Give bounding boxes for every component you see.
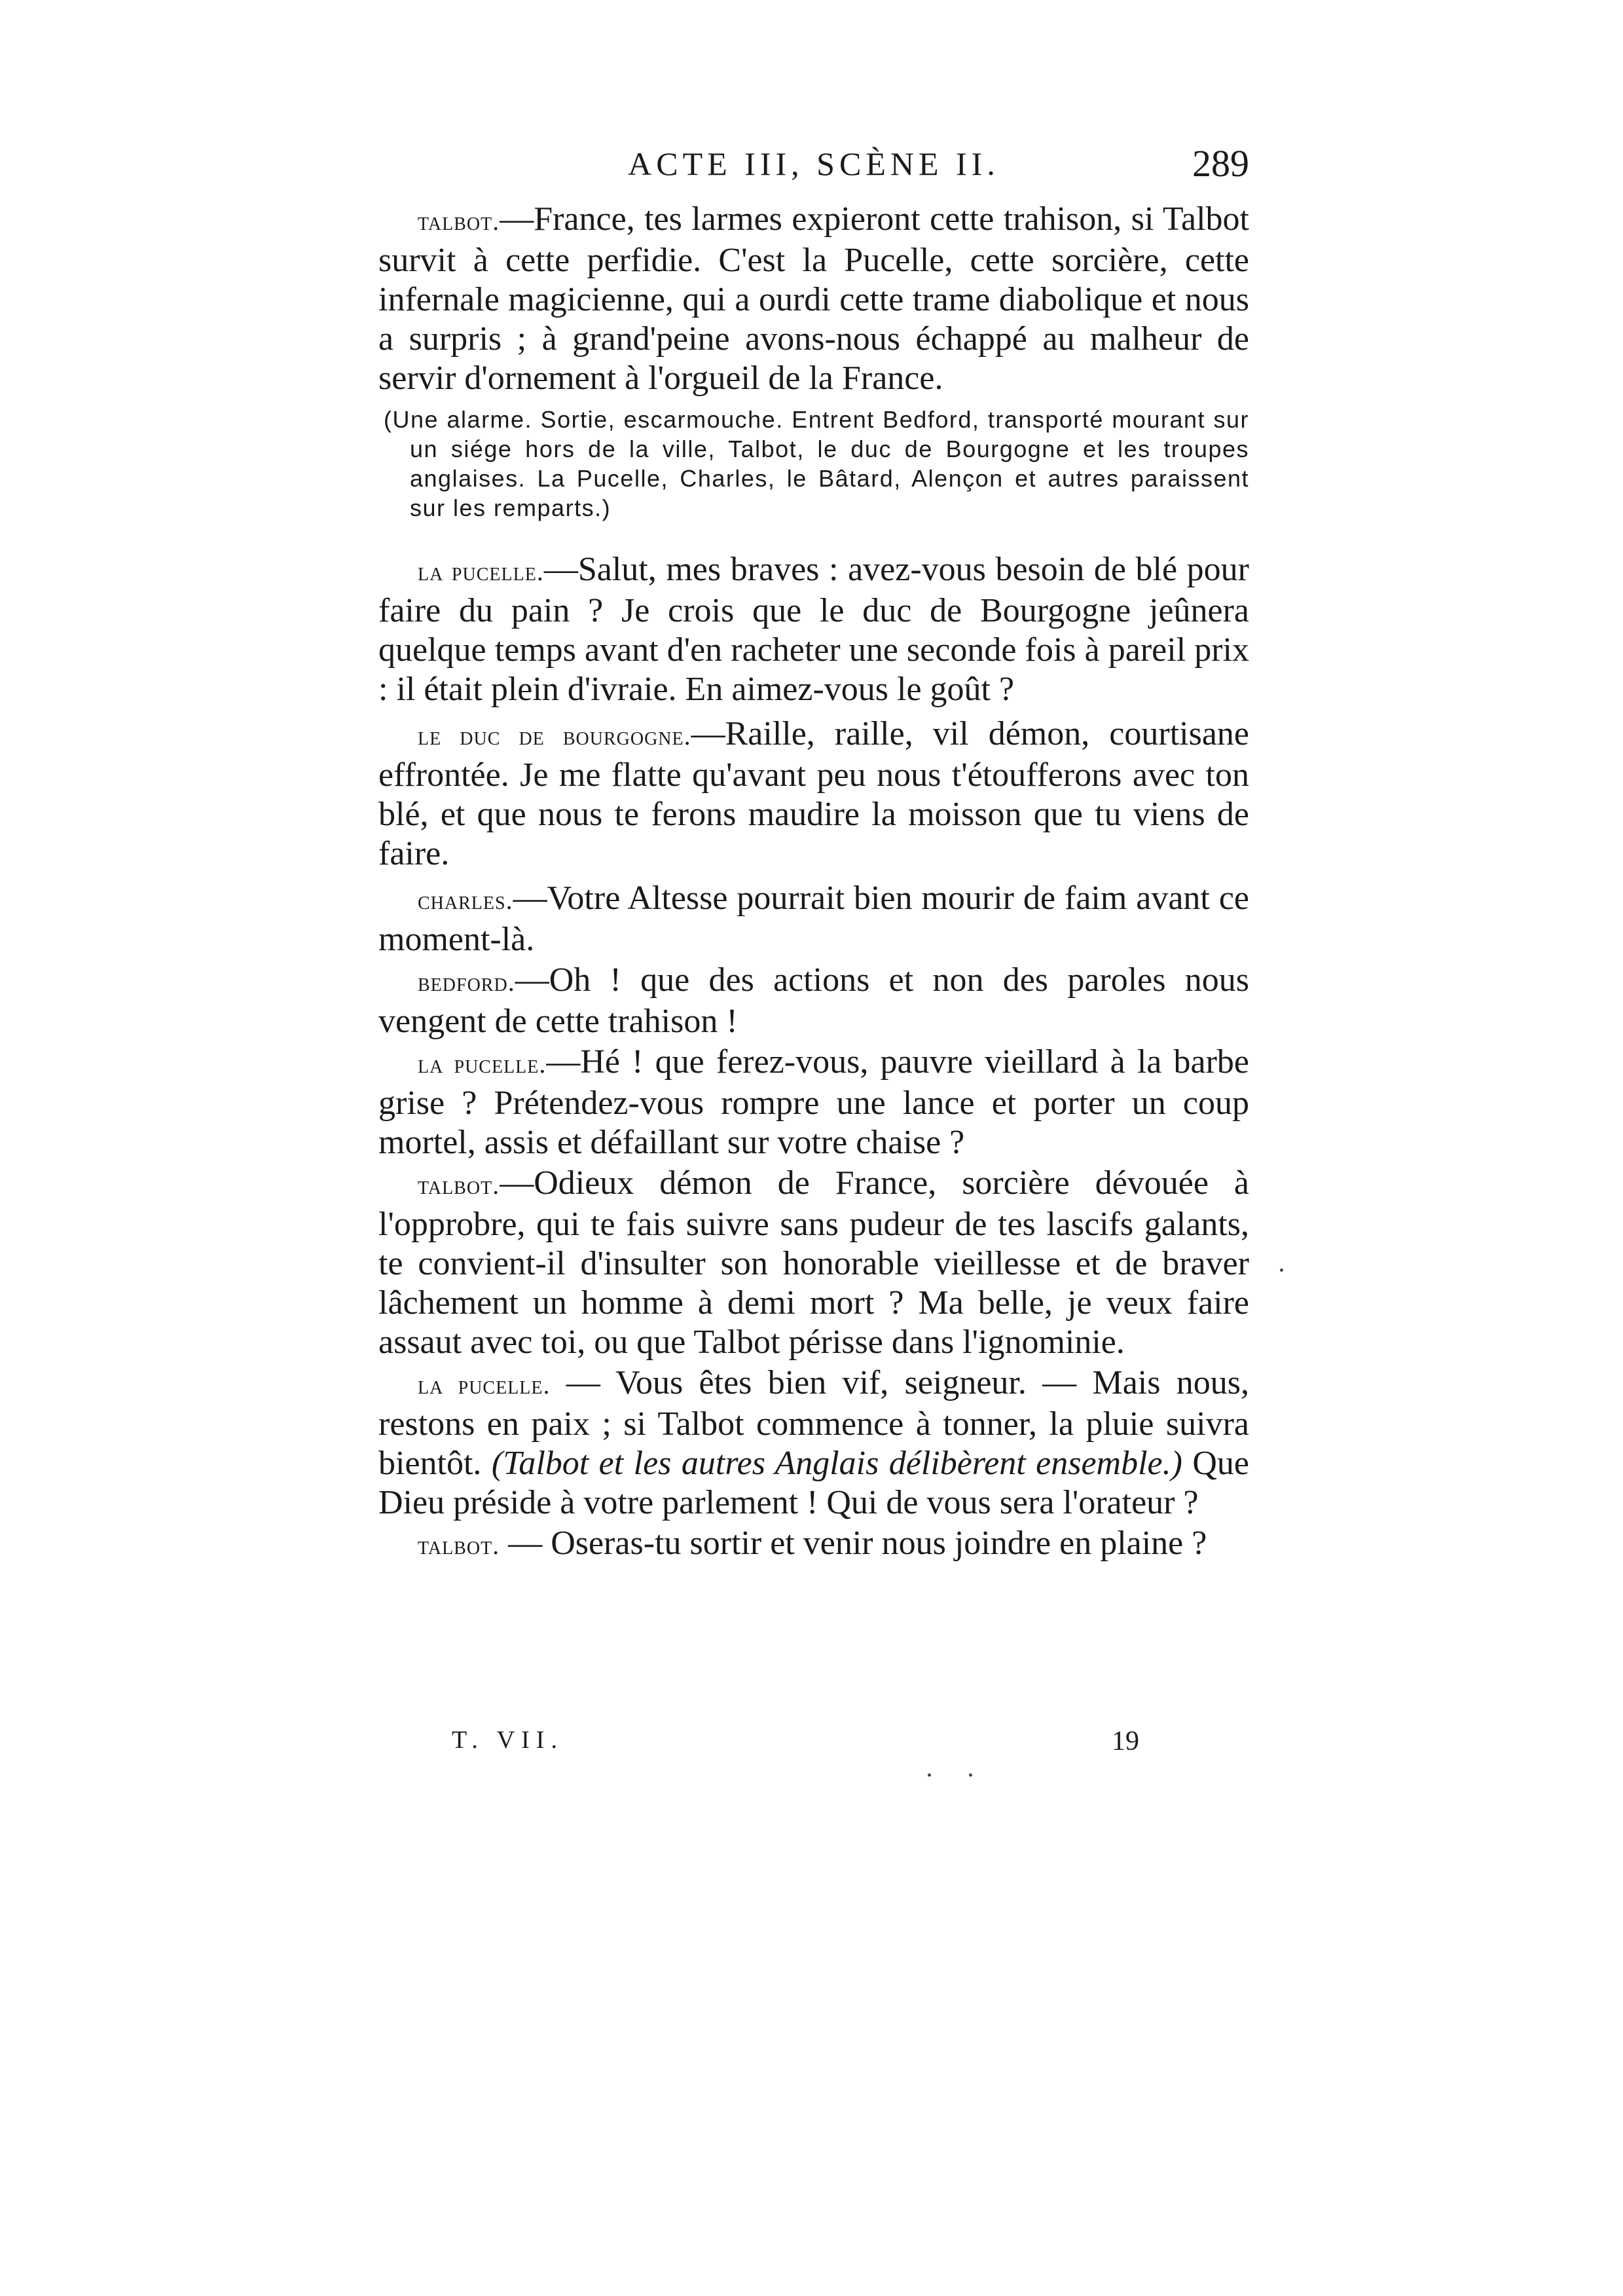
speech-pucelle-1 xyxy=(378,550,1249,709)
speech-charles xyxy=(378,879,1249,959)
speech-pucelle-2 xyxy=(378,1043,1249,1162)
speaker-name: la pucelle. xyxy=(418,1049,547,1079)
speaker-name: la pucelle. xyxy=(418,557,544,586)
speaker-name: talbot. xyxy=(418,206,500,236)
speaker-name: talbot. xyxy=(418,1170,500,1200)
speech-text: Que Dieu préside à votre parlement ! Qui de vous sera l'orateur ? xyxy=(378,1445,1250,1521)
speech-text: —Votre Altesse pourrait bien mourir de faim avant ce moment-là. xyxy=(378,880,1249,958)
page-footer xyxy=(452,1726,1139,1765)
speech-text: —Hé ! que ferez-vous, pauvre vieillard à la barbe grise ? Prétendez-vous rompre une lance et porter un coup mortel, assis et défaillant sur votre chaise ? xyxy=(378,1043,1249,1161)
stray-mark xyxy=(1280,1268,1283,1272)
page-body xyxy=(378,200,1249,1566)
speech-text: —France, tes larmes expieront cette trahison, si Talbot survit à cette perfidie. C'est la Pucelle, cette sorcière, cette infernale magicienne, qui a ourdi cette trame diabolique et nous a surpris ; à grand'peine avons-nous échappé au malheur de servir d'ornement à l'orgueil de la France. xyxy=(378,200,1249,397)
page-header xyxy=(378,138,1249,190)
speaker-name: charles. xyxy=(418,885,513,915)
speech-text: — Vous êtes bien vif, seigneur. — Mais nous, restons en paix ; si Talbot commence à tonner, la pluie suivra bientôt. xyxy=(378,1364,1249,1482)
stray-mark xyxy=(969,1773,972,1777)
speaker-name: bedford. xyxy=(418,967,515,997)
speech-bedford xyxy=(378,961,1249,1041)
speech-bourgogne xyxy=(378,714,1249,874)
stray-mark xyxy=(928,1773,931,1777)
speech-talbot-1 xyxy=(378,200,1249,398)
speaker-name: la pucelle. xyxy=(418,1370,551,1399)
running-head: ACTE III, SCÈNE II. xyxy=(628,145,1000,182)
speech-text: —Oh ! que des actions et non des paroles nous vengent de cette trahison ! xyxy=(378,961,1249,1040)
signature-mark: T. VII. xyxy=(452,1726,564,1754)
speaker-name: talbot. xyxy=(418,1530,500,1560)
inline-stage-direction: (Talbot et les autres Anglais délibèrent ensemble.) xyxy=(491,1445,1182,1482)
speech-talbot-2 xyxy=(378,1164,1249,1362)
speaker-name: le duc de bourgogne. xyxy=(418,721,691,750)
speech-text: —Odieux démon de France, sorcière dévouée à l'opprobre, qui te fais suivre sans pudeur de tes lascifs galants, te convient-il d'insulter son honorable vieillesse et de braver lâchement un homme à demi mort ? Ma belle, je veux faire assaut avec toi, ou que Talbot périsse dans l'ignominie. xyxy=(378,1164,1249,1361)
page-number: 289 xyxy=(1192,142,1249,185)
quire-number: 19 xyxy=(1112,1726,1139,1756)
speech-text: —Raille, raille, vil démon, courtisane effrontée. Je me flatte qu'avant peu nous t'étoufferons avec ton blé, et que nous te ferons maudire la moisson que tu viens de faire. xyxy=(378,715,1249,872)
speech-talbot-3 xyxy=(378,1524,1249,1565)
stage-direction: (Une alarme. Sortie, escarmouche. Entrent Bedford, transporté mourant sur un siége hors de la ville, Talbot, le duc de Bourgogne et les troupes anglaises. La Pucelle, Charles, le Bâtard, Alençon et autres paraissent sur les remparts.) xyxy=(384,406,1249,521)
speech-text: —Salut, mes braves : avez-vous besoin de blé pour faire du pain ? Je crois que le duc de Bourgogne jeûnera quelque temps avant d'en racheter une seconde fois à pareil prix : il était plein d'ivraie. En aimez-vous le goût ? xyxy=(378,551,1249,708)
speech-pucelle-3 xyxy=(378,1363,1249,1523)
speech-text: — Oseras-tu sortir et venir nous joindre en plaine ? xyxy=(500,1525,1207,1562)
